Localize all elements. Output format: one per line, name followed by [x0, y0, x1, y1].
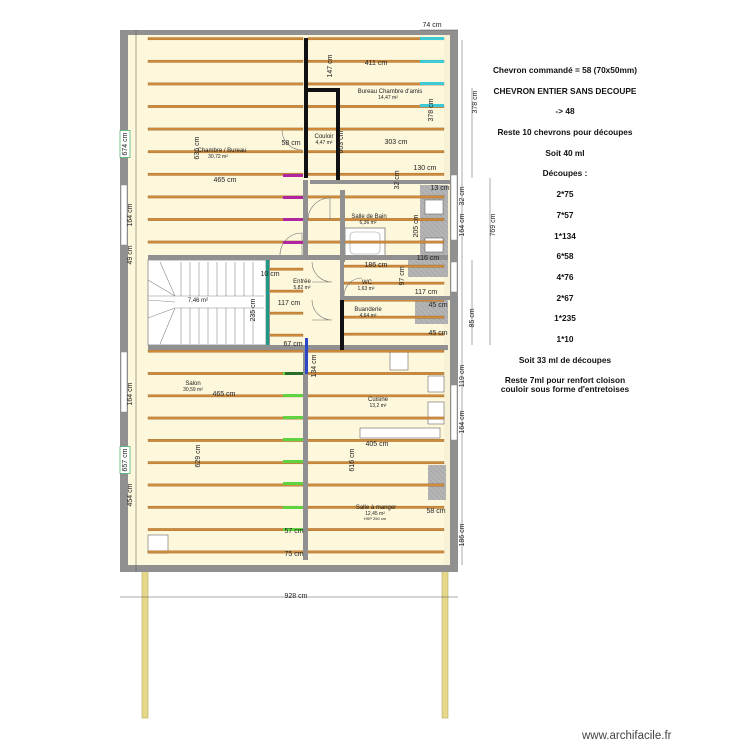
rafter	[148, 417, 303, 419]
room-name: Entrée	[293, 279, 311, 285]
room-name: Salle à manger	[355, 505, 397, 511]
room-area: 13,2 m²	[369, 403, 387, 409]
dimension-label: 130 cm	[413, 165, 437, 172]
room-name: Chambre / Bureau	[197, 148, 247, 154]
rafter	[148, 173, 303, 175]
rafter	[308, 462, 444, 464]
rafter	[270, 312, 303, 314]
sdb-sink-2	[425, 238, 443, 252]
room-name: Salle de Bain	[351, 214, 387, 220]
dimension-label: 405 cm	[365, 441, 389, 448]
room-name: WC	[362, 280, 372, 286]
dimension-label: 303 cm	[384, 139, 408, 146]
room-name: Cuisine	[367, 397, 389, 403]
note-line: 6*58	[556, 251, 574, 262]
dimension-label: 454 cm	[127, 483, 134, 507]
dimension-label: 411 cm	[364, 60, 388, 67]
note-line: Chevron commandé = 58 (70x50mm)	[492, 65, 638, 75]
rafter	[148, 372, 303, 374]
dimension-label: 465 cm	[213, 177, 237, 184]
rafter	[308, 241, 444, 243]
note-line: Reste 10 chevrons pour découpes	[497, 127, 633, 138]
dimension-label: 13 cm	[430, 185, 450, 192]
notes-panel	[490, 66, 640, 405]
rafter	[344, 265, 444, 267]
rafter	[308, 350, 444, 352]
note-line: -> 48	[555, 106, 575, 117]
rafter	[308, 196, 444, 198]
note-line: Découpes :	[542, 168, 588, 179]
dimension-label: 58 cm	[426, 508, 446, 515]
dimension-label: 117 cm	[277, 300, 301, 307]
room-area: 12,45 m²	[365, 511, 385, 517]
rafter	[344, 282, 444, 284]
dimension-label: 164 cm	[459, 410, 466, 434]
dimension-label: 629 cm	[195, 444, 202, 468]
dimension-label: 45 cm	[428, 302, 448, 309]
room-area: 30,72 m²	[208, 154, 228, 160]
post-left	[142, 568, 148, 718]
dimension-label: 75 cm	[284, 551, 304, 558]
rafter	[148, 83, 303, 85]
dimension-label: 10 cm	[260, 271, 280, 278]
dimension-label: 32 cm	[459, 186, 466, 206]
kitchen-island	[360, 428, 440, 438]
dimension-label: 378 cm	[472, 90, 479, 114]
small-furniture	[148, 535, 168, 553]
dimension-label: 465 cm	[212, 391, 236, 398]
dimension-label: 49 cm	[127, 245, 134, 265]
dimension-label: 97 cm	[399, 266, 406, 286]
note-line: Soit 33 ml de découpes	[518, 354, 612, 365]
rafter	[148, 462, 303, 464]
dimension-label: 636 cm	[194, 136, 201, 160]
dimension-label: 117 cm	[414, 289, 438, 296]
rafter	[148, 551, 303, 553]
dimension-label: 657 cm	[122, 448, 129, 472]
dimension-label: 85 cm	[469, 308, 476, 328]
dimension-label: 603 cm	[338, 130, 345, 154]
credit-text: www.archifacile.fr	[582, 730, 672, 742]
dimension-label: 186 cm	[364, 262, 388, 269]
dimension-label: 164 cm	[127, 382, 134, 406]
rafter	[148, 196, 303, 198]
note-line: 4*76	[556, 271, 574, 282]
rafter	[270, 334, 303, 336]
dimension-label: 928 cm	[284, 593, 308, 600]
dimension-label: 119 cm	[459, 364, 466, 388]
dimension-label: 67 cm	[283, 341, 303, 348]
rafter	[148, 60, 303, 62]
room-name: Bureau Chambre d'amis	[357, 89, 423, 95]
room-area: 14,47 m²	[378, 95, 398, 101]
room-area: 7,46 m²	[187, 298, 209, 304]
rafter	[148, 218, 303, 220]
room-area: 6,36 m²	[359, 220, 377, 226]
kitchen-counter-2	[428, 402, 444, 424]
room-name: Salon	[185, 381, 201, 387]
marker-dark-green	[285, 372, 303, 375]
post-right	[442, 568, 448, 718]
room-area: 30,59 m²	[183, 387, 203, 393]
room-area: 5,82 m²	[293, 285, 311, 291]
rafter	[308, 372, 444, 374]
note-line: 1*134	[554, 230, 576, 241]
rafter	[148, 528, 303, 530]
rafter	[148, 506, 303, 508]
rafter	[148, 241, 303, 243]
dimension-label: 45 cm	[428, 330, 448, 337]
dimension-label: 147 cm	[327, 54, 334, 78]
room-area: 4,64 m²	[359, 313, 377, 319]
rafter	[308, 528, 444, 530]
room-name: Buanderie	[354, 307, 382, 313]
dimension-label: 164 cm	[459, 213, 466, 237]
room-area: 4,47 m²	[315, 140, 333, 146]
rafter	[148, 484, 303, 486]
dimension-label: 164 cm	[127, 203, 134, 227]
note-line: CHEVRON ENTIER SANS DECOUPE	[493, 85, 637, 96]
sdb-sink	[425, 200, 443, 214]
dimension-label: 134 cm	[311, 354, 318, 378]
dimension-label: 205 cm	[413, 214, 420, 238]
note-line: 1*10	[556, 333, 574, 344]
rafter	[148, 128, 303, 130]
rafter	[148, 38, 303, 40]
dimension-label: 674 cm	[122, 132, 129, 156]
kitchen-block	[428, 465, 446, 500]
kitchen-counter	[428, 376, 444, 392]
kitchen-hob	[390, 352, 408, 370]
dimension-label: 186 cm	[459, 523, 466, 547]
note-line: 2*67	[556, 292, 574, 303]
dimension-label: 769 cm	[490, 213, 497, 237]
rafter	[308, 484, 444, 486]
rafter	[148, 105, 303, 107]
room-area: 1,63 m²	[357, 286, 375, 292]
rafter	[308, 173, 444, 175]
rafter	[308, 151, 444, 153]
note-line: Reste 7ml pour renfort cloison couloir sous forme d'entretoises	[500, 375, 630, 394]
marker-blue	[305, 338, 308, 374]
note-line: 2*75	[556, 189, 574, 200]
dimension-label: 74 cm	[422, 22, 442, 29]
dimension-label: 616 cm	[349, 448, 356, 472]
dimension-label: 378 cm	[428, 98, 435, 122]
dimension-label: 57 cm	[284, 528, 304, 535]
dimension-label: 32 cm	[394, 170, 401, 190]
rafter	[308, 417, 444, 419]
rafter	[148, 350, 303, 352]
note-line: Soit 40 ml	[545, 147, 585, 158]
room-hsp: HSP 250 cm	[363, 516, 387, 521]
rafter	[308, 128, 444, 130]
dimension-label: 235 cm	[250, 298, 257, 322]
note-line: 7*57	[556, 209, 574, 220]
dimension-label: 116 cm	[416, 255, 440, 262]
rafter	[148, 439, 303, 441]
rafter	[308, 551, 444, 553]
note-line: 1*235	[554, 313, 576, 324]
dimension-label: 58 cm	[281, 140, 301, 147]
room-name: Couloir	[314, 134, 334, 140]
